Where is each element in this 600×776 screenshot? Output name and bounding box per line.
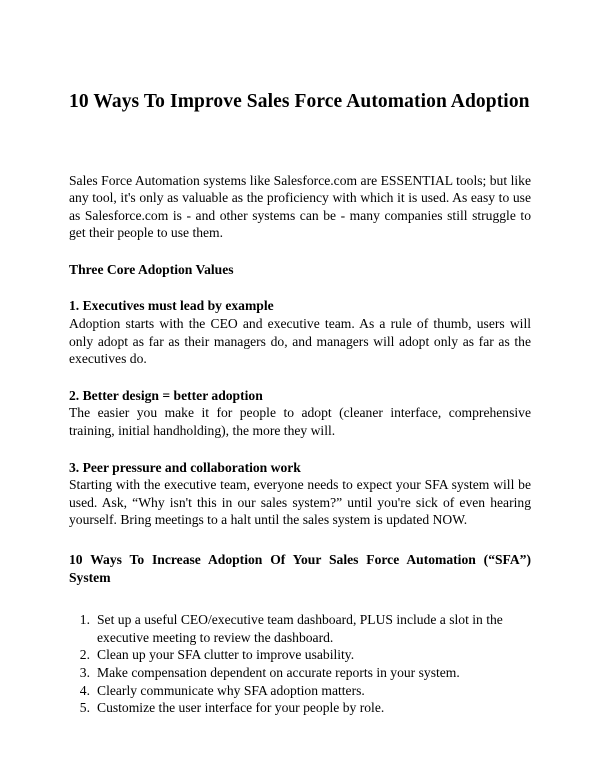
list-item [69,682,531,700]
list-item-text: Make compensation dependent on accurate reports in your system. [97,664,460,680]
list-item [69,699,531,717]
body-value-3: Starting with the executive team, everyone needs to expect your SFA system will be used. Ask, “Why isn't this in our sales system?” until you're sick of even hearing yourself. Bring meetings to a halt until the sales system is updated NOW. [69,477,531,528]
list-item-text: Set up a useful CEO/executive team dashboard, PLUS include a slot in the executive meeting to review the dashboard. [97,612,503,645]
list-item-marker: 5. [79,700,90,716]
page-title: 10 Ways To Improve Sales Force Automation Adoption [69,91,530,112]
section-heading-ten-ways: 10 Ways To Increase Adoption Of Your Sales Force Automation (“SFA”) System [69,552,531,585]
list-item [69,646,531,664]
list-item [69,611,531,646]
list-item-marker: 3. [79,664,90,680]
subheading-value-3: 3. Peer pressure and collaboration work [69,459,301,475]
body-value-2: The easier you make it for people to adopt (cleaner interface, comprehensive training, initial handholding), the more they will. [69,405,531,439]
list-item-marker: 4. [79,682,90,698]
subheading-value-1: 1. Executives must lead by example [69,298,274,314]
list-item-text: Clearly communicate why SFA adoption matters. [97,682,365,698]
list-item [69,664,531,682]
list-item-marker: 1. [79,612,90,628]
list-item-text: Customize the user interface for your people by role. [97,700,385,716]
list-item-marker: 2. [79,647,90,663]
list-item-text: Clean up your SFA clutter to improve usability. [97,647,355,663]
numbered-list [69,586,531,717]
document-content [69,88,531,717]
section-heading-core-values: Three Core Adoption Values [69,261,234,277]
body-value-1: Adoption starts with the CEO and executive team. As a rule of thumb, users will only adopt as far as their managers do, and managers will adopt only as far as the executives do. [69,316,531,367]
intro-paragraph: Sales Force Automation systems like Salesforce.com are ESSENTIAL tools; but like any tool, it's only as valuable as the proficiency with which it is used. As easy to use as Salesforce.com is - and other systems can be - many companies still struggle to get their people to use them. [69,172,531,241]
subheading-value-2: 2. Better design = better adoption [69,387,263,403]
